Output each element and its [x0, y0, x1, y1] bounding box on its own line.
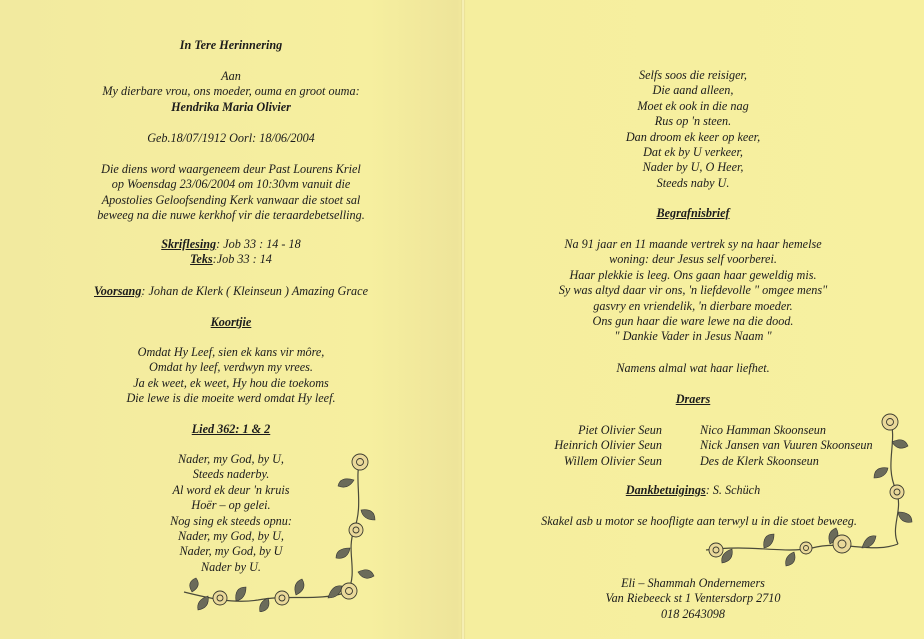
koortjie-title: Koortjie [210, 315, 252, 329]
poem-line: Rus op 'n steen. [654, 114, 732, 129]
undertaker-phone: 018 2643098 [661, 606, 725, 621]
voorsang-value: : Johan de Klerk ( Kleinseun ) Amazing Grace [141, 284, 368, 298]
service-line: beweeg na die nuwe kerkhof vir die teraardebetselling. [97, 208, 365, 223]
draers-sons [532, 423, 662, 469]
skriflesing-value: : Job 33 : 14 - 18 [216, 237, 301, 251]
teks-label: Teks [190, 252, 213, 267]
birth-death-dates: Geb.18/07/1912 Oorl: 18/06/2004 [147, 131, 315, 145]
voorsang-line [0, 284, 462, 299]
service-line: op Woensdag 23/06/2004 om 10:30vm vanuit die [111, 177, 351, 192]
poem-line: Dan droom ek keer op keer, [625, 129, 761, 144]
deceased-name: Hendrika Maria Olivier [171, 99, 291, 114]
lyric-line: Al word ek deur 'n kruis [172, 482, 290, 497]
lyric-line: Die lewe is die moeite werd omdat Hy leef. [126, 391, 336, 406]
undertaker-name: Eli – Shammah Ondernemers [621, 576, 765, 590]
koortjie-lyrics [0, 345, 462, 407]
lyric-line: Nader, my God, by U, [178, 452, 284, 466]
letter-line: Na 91 jaar en 11 maande vertrek sy na haar hemelse [564, 237, 822, 251]
lyric-line: Hoër – op gelei. [191, 498, 271, 513]
letter-line: " Dankie Vader in Jesus Naam " [614, 329, 772, 344]
poem-line: Dat ek by U verkeer, [643, 145, 743, 160]
pallbearer: Des de Klerk Skoonseun [700, 453, 819, 468]
rose-vine-ornament-icon [702, 412, 920, 572]
teks-line [0, 252, 462, 267]
right-page [462, 0, 924, 639]
lyric-line: Steeds naderby. [192, 467, 270, 482]
letter-line: woning: deur Jesus self voorberei. [609, 252, 777, 267]
lyric-line: Nader, my God, by U, [178, 529, 284, 544]
skriflesing-line [0, 237, 462, 252]
letter-line: Sy was altyd daar vir ons, 'n liefdevolle " omgee mens" [558, 283, 828, 298]
pallbearer: Willem Olivier Seun [563, 453, 662, 468]
poem-line: Nader by U, O Heer, [642, 160, 744, 175]
lyric-line: Nog sing ek steeds opnu: [170, 513, 292, 528]
letter-line: Haar plekkie is leeg. Ons gaan haar geweldig mis. [569, 267, 817, 282]
rose-vine-ornament-icon [178, 452, 378, 612]
service-info [0, 162, 462, 224]
intro-line: My dierbare vrou, ons moeder, ouma en groot ouma: [102, 84, 360, 99]
lyric-line: Nader, my God, by U [179, 544, 283, 559]
intro-block [0, 69, 462, 115]
teks-value: :Job 33 : 14 [212, 252, 272, 267]
undertaker-footer [462, 576, 924, 622]
poem-line: Selfs soos die reisiger, [639, 68, 747, 82]
letter-line: Ons gun haar die ware lewe na die dood. [592, 314, 794, 329]
lied-title: Lied 362: 1 & 2 [191, 422, 271, 436]
lyric-line: Nader by U. [201, 559, 261, 574]
begrafnisbrief-title: Begrafnisbrief [656, 206, 730, 220]
lyric-line: Omdat hy leef, verdwyn my vrees. [149, 360, 313, 375]
undertaker-address: Van Riebeeck st 1 Ventersdorp 2710 [605, 591, 781, 606]
draers-title: Draers [675, 392, 711, 406]
lyric-line: Ja ek weet, ek weet, Hy hou die toekoms [133, 375, 329, 390]
service-line: Die diens word waargeneem deur Past Lourens Kriel [101, 162, 361, 176]
heading: In Tere Herinnering [179, 38, 283, 52]
intro-line: Aan [221, 69, 241, 83]
headlights-notice: Skakel asb u motor se hoofligte aan terwyl u in die stoet beweeg. [541, 514, 857, 528]
service-line: Apostolies Geloofsending Kerk vanwaar die stoet sal [101, 192, 361, 207]
begrafnisbrief-text [462, 237, 924, 345]
pallbearer: Nick Jansen van Vuuren Skoonseun [700, 438, 873, 453]
pallbearer: Piet Olivier Seun [578, 423, 662, 437]
lyric-line: Omdat Hy Leef, sien ek kans vir môre, [137, 345, 325, 359]
dankbetuigings-value: : S. Schüch [705, 483, 761, 497]
namens-line: Namens almal wat haar liefhet. [616, 361, 770, 375]
pallbearer: Nico Hamman Skoonseun [700, 423, 826, 437]
poem-line: Die aand alleen, [652, 83, 734, 98]
voorsang-label: Voorsang [94, 284, 142, 298]
poem-line: Steeds naby U. [656, 175, 730, 190]
skriflesing-label: Skriflesing [161, 237, 217, 251]
dankbetuigings-label: Dankbetuigings [625, 483, 706, 497]
letter-line: gasvry en vriendelik, 'n dierbare moeder. [593, 298, 793, 313]
poem-line: Moet ek ook in die nag [637, 98, 749, 113]
poem [462, 68, 924, 191]
readings [0, 237, 462, 268]
pallbearer: Heinrich Olivier Seun [554, 438, 662, 453]
